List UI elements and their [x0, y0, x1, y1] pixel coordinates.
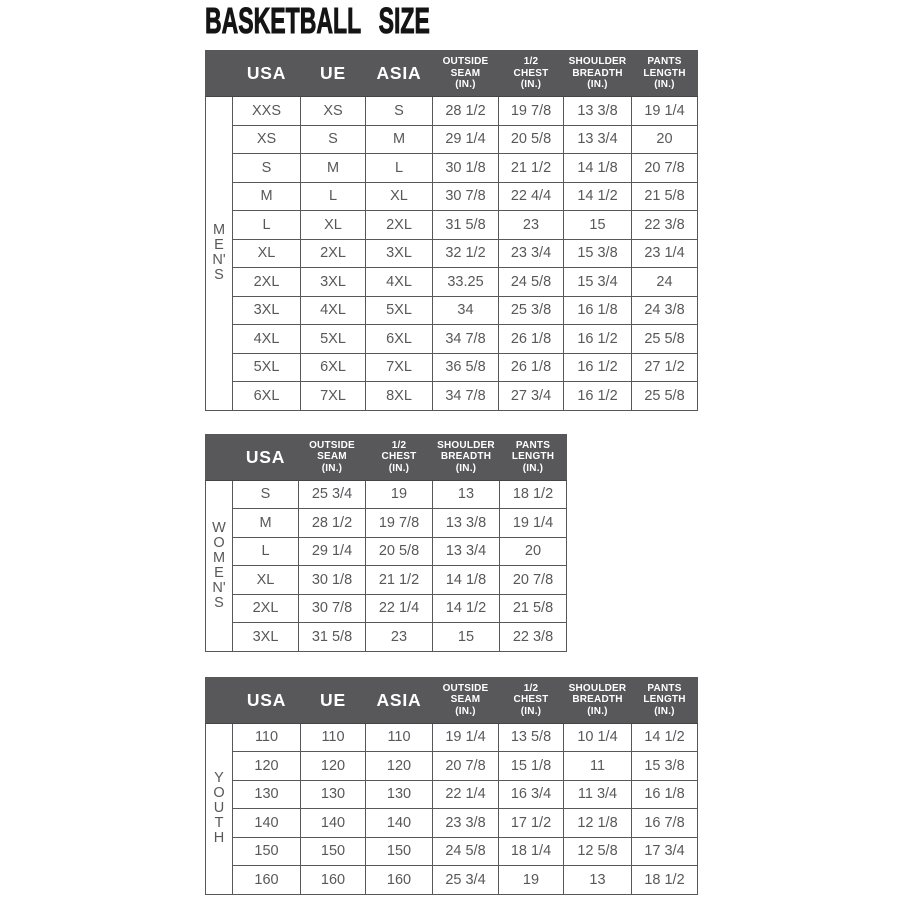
- womens-value-cell: 28 1/2: [299, 509, 366, 538]
- mens-value-cell: 30 1/8: [433, 154, 499, 183]
- mens-table-row: [206, 154, 698, 183]
- womens-header-spacer: [206, 434, 233, 480]
- mens-value-cell: XL: [301, 211, 366, 240]
- mens-table-row: [206, 353, 698, 382]
- womens-value-cell: 22 1/4: [366, 594, 433, 623]
- womens-value-cell: 14 1/2: [433, 594, 500, 623]
- mens-size-cell: XL: [233, 239, 301, 268]
- mens-column-header: SHOULDER BREADTH (IN.): [564, 51, 632, 97]
- youth-value-cell: 23 3/8: [433, 809, 499, 838]
- womens-value-cell: 30 7/8: [299, 594, 366, 623]
- youth-value-cell: 120: [366, 752, 433, 781]
- mens-value-cell: 15 3/8: [564, 239, 632, 268]
- mens-table-row: [206, 125, 698, 154]
- mens-value-cell: 29 1/4: [433, 125, 499, 154]
- youth-value-cell: 10 1/4: [564, 723, 632, 752]
- youth-value-cell: 130: [366, 780, 433, 809]
- mens-value-cell: 7XL: [366, 353, 433, 382]
- mens-value-cell: 22 3/8: [632, 211, 698, 240]
- mens-value-cell: 2XL: [366, 211, 433, 240]
- youth-value-cell: 130: [301, 780, 366, 809]
- mens-value-cell: L: [301, 182, 366, 211]
- womens-value-cell: 15: [433, 623, 500, 652]
- youth-value-cell: 11: [564, 752, 632, 781]
- mens-column-header: 1/2 CHEST (IN.): [499, 51, 564, 97]
- mens-column-header: UE: [301, 51, 366, 97]
- mens-size-cell: XXS: [233, 97, 301, 126]
- youth-value-cell: 18 1/4: [499, 837, 564, 866]
- mens-value-cell: 26 1/8: [499, 353, 564, 382]
- youth-value-cell: 12 5/8: [564, 837, 632, 866]
- womens-column-header: USA: [233, 434, 299, 480]
- womens-value-cell: 20: [500, 537, 567, 566]
- mens-table-row: [206, 182, 698, 211]
- youth-size-cell: 110: [233, 723, 301, 752]
- youth-value-cell: 15 1/8: [499, 752, 564, 781]
- mens-value-cell: 34 7/8: [433, 325, 499, 354]
- mens-column-header: PANTS LENGTH (IN.): [632, 51, 698, 97]
- mens-size-cell: 3XL: [233, 296, 301, 325]
- womens-value-cell: 13 3/4: [433, 537, 500, 566]
- youth-value-cell: 140: [366, 809, 433, 838]
- womens-value-cell: 22 3/8: [500, 623, 567, 652]
- youth-column-header: 1/2 CHEST (IN.): [499, 677, 564, 723]
- mens-size-cell: 2XL: [233, 268, 301, 297]
- mens-table-row: [206, 325, 698, 354]
- youth-value-cell: 16 1/8: [632, 780, 698, 809]
- youth-value-cell: 13 5/8: [499, 723, 564, 752]
- womens-size-cell: L: [233, 537, 299, 566]
- youth-header-spacer: [206, 677, 233, 723]
- mens-table-row: [206, 382, 698, 411]
- mens-value-cell: 6XL: [366, 325, 433, 354]
- womens-value-cell: 31 5/8: [299, 623, 366, 652]
- youth-size-cell: 120: [233, 752, 301, 781]
- mens-value-cell: 5XL: [301, 325, 366, 354]
- youth-size-cell: 140: [233, 809, 301, 838]
- youth-value-cell: 150: [301, 837, 366, 866]
- womens-table-row: [206, 480, 567, 509]
- youth-value-cell: 17 1/2: [499, 809, 564, 838]
- mens-value-cell: 7XL: [301, 382, 366, 411]
- mens-value-cell: L: [366, 154, 433, 183]
- youth-value-cell: 110: [301, 723, 366, 752]
- youth-value-cell: 17 3/4: [632, 837, 698, 866]
- mens-value-cell: 27 3/4: [499, 382, 564, 411]
- mens-value-cell: 36 5/8: [433, 353, 499, 382]
- youth-value-cell: 16 7/8: [632, 809, 698, 838]
- mens-value-cell: 22 4/4: [499, 182, 564, 211]
- mens-value-cell: 5XL: [366, 296, 433, 325]
- mens-value-cell: 24 5/8: [499, 268, 564, 297]
- womens-table-row: [206, 594, 567, 623]
- mens-value-cell: 20 5/8: [499, 125, 564, 154]
- mens-size-cell: 5XL: [233, 353, 301, 382]
- page-title: BASKETBALL SIZE: [205, 0, 430, 41]
- youth-size-cell: 160: [233, 866, 301, 895]
- mens-value-cell: 2XL: [301, 239, 366, 268]
- youth-value-cell: 20 7/8: [433, 752, 499, 781]
- womens-value-cell: 13: [433, 480, 500, 509]
- mens-column-header: USA: [233, 51, 301, 97]
- mens-value-cell: 16 1/2: [564, 353, 632, 382]
- mens-value-cell: 23: [499, 211, 564, 240]
- mens-value-cell: 16 1/8: [564, 296, 632, 325]
- youth-size-table: [205, 677, 698, 895]
- youth-table-row: [206, 780, 698, 809]
- womens-size-cell: 2XL: [233, 594, 299, 623]
- mens-value-cell: 31 5/8: [433, 211, 499, 240]
- womens-value-cell: 19 7/8: [366, 509, 433, 538]
- mens-table-row: [206, 268, 698, 297]
- mens-value-cell: 21 5/8: [632, 182, 698, 211]
- mens-value-cell: 16 1/2: [564, 325, 632, 354]
- youth-value-cell: 22 1/4: [433, 780, 499, 809]
- mens-value-cell: M: [301, 154, 366, 183]
- content-column: [205, 2, 698, 895]
- womens-value-cell: 23: [366, 623, 433, 652]
- mens-header-row: [206, 51, 698, 97]
- mens-value-cell: 25 5/8: [632, 325, 698, 354]
- womens-value-cell: 21 1/2: [366, 566, 433, 595]
- womens-table-host: [205, 434, 698, 652]
- mens-value-cell: 19 1/4: [632, 97, 698, 126]
- mens-value-cell: 28 1/2: [433, 97, 499, 126]
- womens-value-cell: 19 1/4: [500, 509, 567, 538]
- mens-value-cell: 24 3/8: [632, 296, 698, 325]
- mens-value-cell: 25 3/8: [499, 296, 564, 325]
- mens-value-cell: 3XL: [366, 239, 433, 268]
- mens-value-cell: 34 7/8: [433, 382, 499, 411]
- mens-value-cell: S: [366, 97, 433, 126]
- womens-table-row: [206, 623, 567, 652]
- mens-value-cell: 6XL: [301, 353, 366, 382]
- youth-column-header: ASIA: [366, 677, 433, 723]
- mens-value-cell: 19 7/8: [499, 97, 564, 126]
- mens-value-cell: 14 1/8: [564, 154, 632, 183]
- mens-value-cell: 33.25: [433, 268, 499, 297]
- youth-value-cell: 24 5/8: [433, 837, 499, 866]
- mens-column-header: ASIA: [366, 51, 433, 97]
- mens-value-cell: 23 1/4: [632, 239, 698, 268]
- mens-value-cell: 3XL: [301, 268, 366, 297]
- youth-table-row: [206, 723, 698, 752]
- mens-size-cell: XS: [233, 125, 301, 154]
- mens-table-row: [206, 97, 698, 126]
- mens-column-header: OUTSIDE SEAM (IN.): [433, 51, 499, 97]
- youth-value-cell: 140: [301, 809, 366, 838]
- youth-table-host: [205, 677, 698, 895]
- youth-table-row: [206, 752, 698, 781]
- youth-side-label: Y O U T H: [206, 723, 233, 894]
- mens-value-cell: 13 3/8: [564, 97, 632, 126]
- womens-size-table: [205, 434, 567, 652]
- youth-value-cell: 13: [564, 866, 632, 895]
- womens-column-header: SHOULDER BREADTH (IN.): [433, 434, 500, 480]
- mens-value-cell: 32 1/2: [433, 239, 499, 268]
- youth-column-header: UE: [301, 677, 366, 723]
- mens-value-cell: 4XL: [301, 296, 366, 325]
- mens-table-row: [206, 239, 698, 268]
- womens-side-label: W O M E N' S: [206, 480, 233, 651]
- mens-value-cell: 15 3/4: [564, 268, 632, 297]
- womens-value-cell: 21 5/8: [500, 594, 567, 623]
- youth-value-cell: 160: [366, 866, 433, 895]
- womens-table-row: [206, 509, 567, 538]
- youth-table-row: [206, 837, 698, 866]
- mens-value-cell: 24: [632, 268, 698, 297]
- youth-column-header: PANTS LENGTH (IN.): [632, 677, 698, 723]
- mens-value-cell: 34: [433, 296, 499, 325]
- mens-size-cell: M: [233, 182, 301, 211]
- youth-value-cell: 12 1/8: [564, 809, 632, 838]
- womens-size-cell: M: [233, 509, 299, 538]
- mens-table-host: [205, 50, 698, 411]
- womens-table-row: [206, 566, 567, 595]
- youth-header-row: [206, 677, 698, 723]
- womens-size-cell: XL: [233, 566, 299, 595]
- mens-value-cell: 26 1/8: [499, 325, 564, 354]
- mens-value-cell: 4XL: [366, 268, 433, 297]
- youth-value-cell: 19: [499, 866, 564, 895]
- youth-value-cell: 110: [366, 723, 433, 752]
- mens-value-cell: 14 1/2: [564, 182, 632, 211]
- youth-column-header: USA: [233, 677, 301, 723]
- youth-value-cell: 120: [301, 752, 366, 781]
- mens-value-cell: 20: [632, 125, 698, 154]
- mens-value-cell: 20 7/8: [632, 154, 698, 183]
- mens-value-cell: XL: [366, 182, 433, 211]
- mens-value-cell: 21 1/2: [499, 154, 564, 183]
- womens-column-header: PANTS LENGTH (IN.): [500, 434, 567, 480]
- youth-value-cell: 25 3/4: [433, 866, 499, 895]
- mens-size-cell: 6XL: [233, 382, 301, 411]
- mens-value-cell: S: [301, 125, 366, 154]
- mens-value-cell: 23 3/4: [499, 239, 564, 268]
- womens-size-cell: S: [233, 480, 299, 509]
- womens-value-cell: 19: [366, 480, 433, 509]
- womens-size-cell: 3XL: [233, 623, 299, 652]
- womens-value-cell: 20 5/8: [366, 537, 433, 566]
- youth-value-cell: 14 1/2: [632, 723, 698, 752]
- womens-column-header: OUTSIDE SEAM (IN.): [299, 434, 366, 480]
- mens-value-cell: 16 1/2: [564, 382, 632, 411]
- mens-value-cell: 30 7/8: [433, 182, 499, 211]
- mens-header-spacer: [206, 51, 233, 97]
- youth-value-cell: 16 3/4: [499, 780, 564, 809]
- womens-column-header: 1/2 CHEST (IN.): [366, 434, 433, 480]
- mens-value-cell: 13 3/4: [564, 125, 632, 154]
- mens-value-cell: 25 5/8: [632, 382, 698, 411]
- mens-table-row: [206, 296, 698, 325]
- mens-value-cell: 27 1/2: [632, 353, 698, 382]
- youth-column-header: SHOULDER BREADTH (IN.): [564, 677, 632, 723]
- womens-value-cell: 18 1/2: [500, 480, 567, 509]
- womens-value-cell: 20 7/8: [500, 566, 567, 595]
- mens-size-table: [205, 50, 698, 411]
- youth-value-cell: 160: [301, 866, 366, 895]
- womens-table-row: [206, 537, 567, 566]
- youth-value-cell: 11 3/4: [564, 780, 632, 809]
- womens-value-cell: 30 1/8: [299, 566, 366, 595]
- youth-size-cell: 150: [233, 837, 301, 866]
- youth-table-row: [206, 809, 698, 838]
- youth-table-row: [206, 866, 698, 895]
- mens-table-row: [206, 211, 698, 240]
- youth-value-cell: 150: [366, 837, 433, 866]
- womens-value-cell: 14 1/8: [433, 566, 500, 595]
- womens-value-cell: 25 3/4: [299, 480, 366, 509]
- womens-header-row: [206, 434, 567, 480]
- mens-side-label: M E N' S: [206, 97, 233, 411]
- mens-value-cell: 8XL: [366, 382, 433, 411]
- youth-column-header: OUTSIDE SEAM (IN.): [433, 677, 499, 723]
- womens-value-cell: 29 1/4: [299, 537, 366, 566]
- mens-value-cell: M: [366, 125, 433, 154]
- womens-value-cell: 13 3/8: [433, 509, 500, 538]
- youth-value-cell: 18 1/2: [632, 866, 698, 895]
- youth-value-cell: 19 1/4: [433, 723, 499, 752]
- youth-value-cell: 15 3/8: [632, 752, 698, 781]
- mens-size-cell: L: [233, 211, 301, 240]
- mens-value-cell: XS: [301, 97, 366, 126]
- mens-value-cell: 15: [564, 211, 632, 240]
- mens-size-cell: S: [233, 154, 301, 183]
- youth-size-cell: 130: [233, 780, 301, 809]
- mens-size-cell: 4XL: [233, 325, 301, 354]
